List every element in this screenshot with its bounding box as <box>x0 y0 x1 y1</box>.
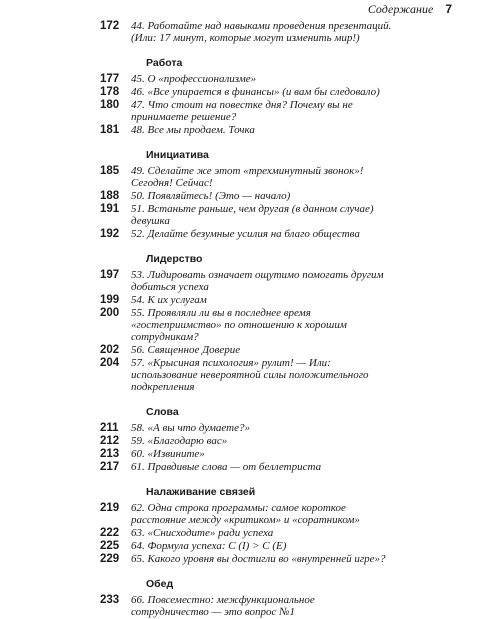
page-number: 7 <box>445 2 452 16</box>
toc-entry <box>100 435 400 447</box>
toc-entry <box>100 203 400 227</box>
section-title: Налаживание связей <box>146 486 256 498</box>
toc-entry <box>100 357 400 393</box>
section-title: Лидерство <box>146 253 203 265</box>
toc-page-number: 200 <box>100 307 120 319</box>
toc-entry-title: 48. Все мы продаем. Точка <box>131 124 255 136</box>
toc-page-number: 233 <box>100 594 120 606</box>
toc-entry <box>100 527 400 539</box>
section-title: Работа <box>146 57 183 69</box>
toc-entry <box>100 73 400 85</box>
toc-entry <box>100 553 400 565</box>
toc-entry <box>100 190 400 202</box>
toc-page-number: 191 <box>100 203 120 215</box>
toc-entry-title: 49. Сделайте же этот «трехминутный звонок»! Сегодня! Сейчас! <box>131 165 364 189</box>
toc-page-number: 185 <box>100 165 120 177</box>
toc-entry <box>100 422 400 434</box>
toc-page-number: 225 <box>100 540 120 552</box>
section-title: Слова <box>146 406 179 418</box>
toc-entry-title: 51. Встаньте раньше, чем другая (в данном случае) девушка <box>131 203 374 227</box>
toc-page-number: 229 <box>100 553 120 565</box>
toc-page-number: 180 <box>100 99 120 111</box>
toc-entry-title: 59. «Благодарю вас» <box>131 435 228 447</box>
toc-entry-title: 65. Какого уровня вы достигли во «внутренней игре»? <box>131 553 386 565</box>
toc-entry <box>100 594 400 618</box>
toc-entry <box>100 99 400 123</box>
toc-entry <box>100 307 400 343</box>
toc-page-number: 172 <box>100 20 120 32</box>
toc-page-number: 197 <box>100 269 120 281</box>
toc-entry <box>100 540 400 552</box>
toc-entry-title: 64. Формула успеха: С (I) > С (Е) <box>131 540 287 552</box>
toc-page-number: 177 <box>100 73 120 85</box>
toc-page-number: 222 <box>100 527 120 539</box>
running-header <box>368 2 452 17</box>
toc-entry-title: 52. Делайте безумные усилия на благо общества <box>131 228 360 240</box>
toc-entry-title: 66. Повсеместно: межфункциональное сотрудничество — это вопрос №1 <box>131 594 315 618</box>
toc-entry <box>100 20 400 44</box>
toc-entry-title: 54. К их услугам <box>131 294 207 306</box>
toc-page-number: 178 <box>100 86 120 98</box>
running-header-title: Содержание <box>367 2 434 16</box>
toc-entry <box>100 344 400 356</box>
toc-page-number: 188 <box>100 190 120 202</box>
toc-page-number: 202 <box>100 344 120 356</box>
toc-entry-title: 50. Появляйтесь! (Это — начало) <box>131 190 291 202</box>
section-title: Инициатива <box>146 149 209 161</box>
toc-entry <box>100 502 400 526</box>
toc-entry-title: 60. «Извините» <box>131 448 205 460</box>
toc-entry-title: 53. Лидировать означает ощутимо помогать другим добиться успеха <box>131 269 384 293</box>
toc-entry <box>100 165 400 189</box>
toc-page-number: 211 <box>100 422 119 434</box>
toc-entry <box>100 228 400 240</box>
table-of-contents <box>100 20 400 619</box>
toc-page-number: 181 <box>100 124 120 136</box>
toc-page-number: 217 <box>100 461 120 473</box>
toc-entry <box>100 448 400 460</box>
toc-entry-title: 47. Что стоит на повестке дня? Почему вы не принимаете решение? <box>131 99 353 123</box>
section-title: Обед <box>146 578 174 590</box>
toc-page-number: 219 <box>100 502 120 514</box>
toc-page-number: 213 <box>100 448 120 460</box>
toc-entry-title: 44. Работайте над навыками проведения презентаций. (Или: 17 минут, которые могут изменить мир!) <box>131 20 392 44</box>
toc-entry-title: 46. «Все упирается в финансы» (и вам бы следовало) <box>131 86 380 98</box>
toc-entry <box>100 269 400 293</box>
toc-entry-title: 45. О «профессионализме» <box>131 73 257 85</box>
toc-page-number: 199 <box>100 294 120 306</box>
toc-entry-title: 56. Священное Доверие <box>131 344 241 356</box>
toc-page-number: 204 <box>100 357 120 369</box>
toc-page-number: 212 <box>100 435 120 447</box>
toc-entry <box>100 86 400 98</box>
toc-page-number: 192 <box>100 228 120 240</box>
toc-entry-title: 57. «Крысиная психология» рулит! — Или: использование невероятной силы положительного подкрепления <box>131 357 369 393</box>
toc-entry-title: 62. Одна строка программы: самое короткое расстояние между «критиком» и «соратником» <box>131 502 360 526</box>
toc-entry-title: 61. Правдивые слова — от беллетриста <box>131 461 322 473</box>
toc-entry-title: 55. Проявляли ли вы в последнее время «гостеприимство» по отношению к хорошим сотрудникам? <box>131 307 347 343</box>
toc-entry-title: 63. «Снисходите» ради успеха <box>131 527 274 539</box>
toc-entry <box>100 461 400 473</box>
toc-entry-title: 58. «А вы что думаете?» <box>131 422 250 434</box>
toc-entry <box>100 294 400 306</box>
toc-entry <box>100 124 400 136</box>
